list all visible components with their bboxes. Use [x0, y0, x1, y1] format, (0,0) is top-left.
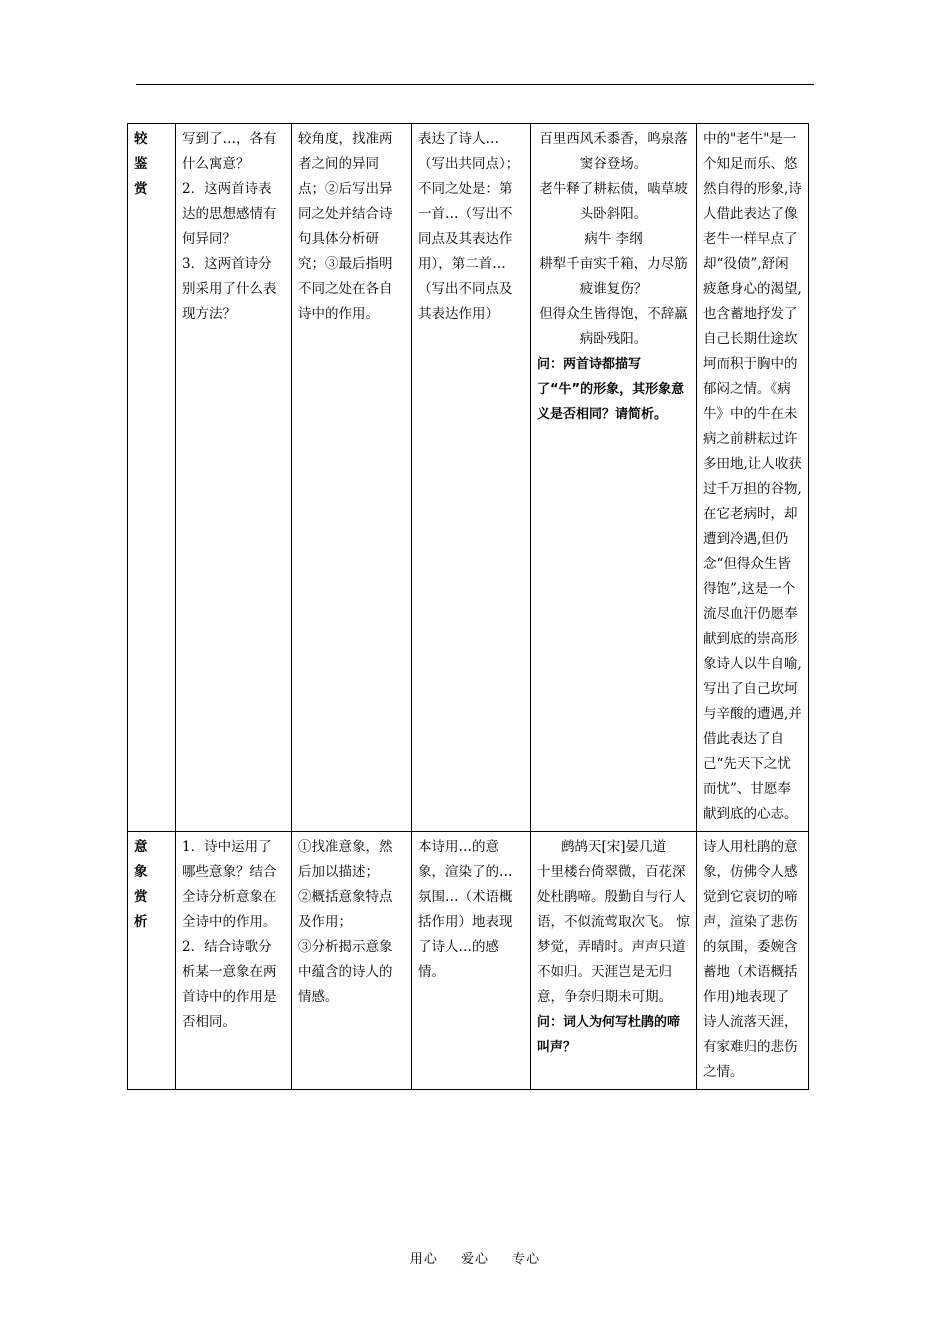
- template-cell: 本诗用…的意象，渲染了的…氛围…（术语概括作用）地表现了诗人…的感情。: [412, 832, 531, 1090]
- content-table: [127, 123, 809, 1090]
- page-footer: 用心 爱心 专心: [409, 1252, 541, 1267]
- example-question: 问：词人为何写杜鹃的啼叫声？: [537, 1015, 681, 1055]
- example-cell: 百里西风禾黍香，鸣泉落窦谷登场。 老牛释了耕耘债，啮草坡头卧斜阳。 病牛 李纲 耕犁千亩实千箱，力尽筋疲谁复伤？ 但得众生皆得饱，不辞羸病卧残阳。 问：两首诗都描写了“牛”的形象，其形象意义是否相同？请简析。: [531, 124, 697, 832]
- table-row-comparison: [128, 124, 809, 832]
- example-question: 问：两首诗都描写了“牛”的形象，其形象意义是否相同？请简析。: [537, 357, 685, 422]
- method-cell: ①找准意象，然后加以描述； ②概括意象特点及作用； ③分析揭示意象中蕴含的诗人的情感。: [292, 832, 412, 1090]
- example-cell: [531, 832, 697, 1090]
- method-cell: 较角度，找准两者之间的异同点；②后写出异同之处并结合诗句具体分析研究；③最后指明不同之处在各自诗中的作用。: [292, 124, 412, 832]
- question-cell: 写到了…，各有什么寓意？ 2．这两首诗表达的思想感情有何异同？ 3．这两首诗分别采用了什么表现方法？: [176, 124, 292, 832]
- poem-title: 鹧鸪天[宋]晏几道: [560, 839, 667, 855]
- row-label-imagery: 意 象 赏 析: [128, 832, 176, 1090]
- template-cell: 表达了诗人…（写出共同点）；不同之处是：第一首…（写出不同点及其表达作用），第二首…（写出不同点及其表达作用）: [412, 124, 531, 832]
- poem-text: 十里楼台倚翠微，百花深处杜鹃啼。殷勤自与行人语，不似流莺取次飞。 惊梦觉，弄晴时。声声只道不如归。天涯岂是无归意，争奈归期未可期。: [537, 864, 690, 1005]
- row-label-comparison: 较 鉴 赏: [128, 124, 176, 832]
- answer-cell: 中的"老牛"是一个知足而乐、悠然自得的形象,诗人借此表达了像老牛一样早点了却“役债”,舒闲疲惫身心的渴望,也含蓄地抒发了自己长期仕途坎坷而积于胸中的郁闷之情。《病牛》中的牛在未病之前耕耘过许多田地,让人收获过千万担的谷物,在它老病时，却遭到冷遇,但仍念“但得众生皆得饱”,这是一个流尽血汗仍愿奉献到底的崇高形象诗人以牛自喻,写出了自己坎坷与辛酸的遭遇,并借此表达了自己“先天下之忧而忧”、甘愿奉献到底的心志。: [697, 124, 809, 832]
- table-row-imagery: [128, 832, 809, 1090]
- header-rule: [136, 84, 814, 85]
- question-cell: 1．诗中运用了哪些意象？结合全诗分析意象在全诗中的作用。 2．结合诗歌分析某一意象在两首诗中的作用是否相同。: [176, 832, 292, 1090]
- answer-cell: 诗人用杜鹃的意象，仿佛令人感觉到它哀切的啼声，渲染了悲伤的氛围，委婉含蓄地（术语概括作用)地表现了诗人流落天涯，有家难归的悲伤之情。: [697, 832, 809, 1090]
